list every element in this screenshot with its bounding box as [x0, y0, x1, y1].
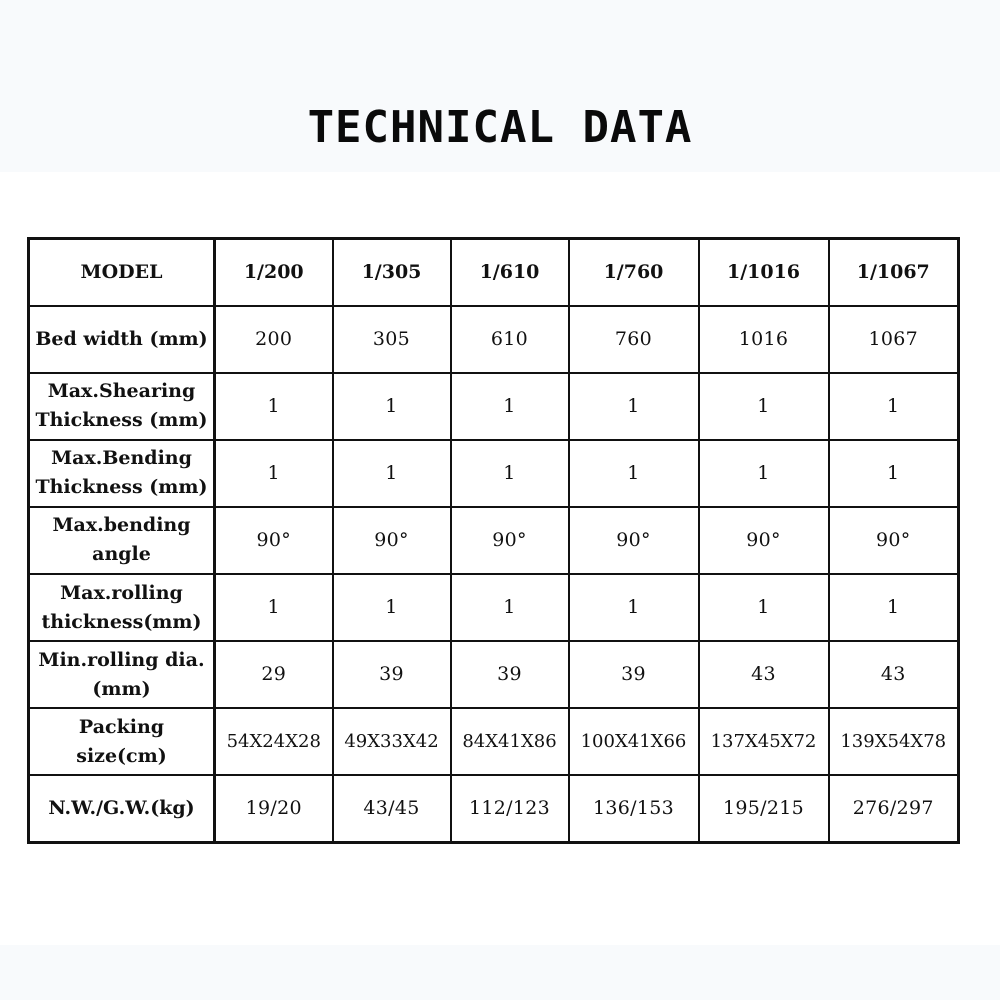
table-cell: 1 — [829, 373, 959, 440]
table-cell: 1 — [829, 440, 959, 507]
table-cell: 200 — [215, 306, 333, 373]
footer-band — [0, 945, 1000, 1000]
table-cell: 90° — [215, 507, 333, 574]
row-label-bed-width: Bed width (mm) — [29, 306, 215, 373]
table-cell: 90° — [451, 507, 569, 574]
table-cell: 276/297 — [829, 775, 959, 842]
row-label-min-rolling-dia: Min.rolling dia.(mm) — [29, 641, 215, 708]
technical-data-table — [27, 237, 960, 844]
row-label-max-rolling-thickness: Max.rolling thickness(mm) — [29, 574, 215, 641]
table-cell: 137X45X72 — [699, 708, 829, 775]
table-cell: 1 — [451, 440, 569, 507]
table-cell: 136/153 — [569, 775, 699, 842]
table-row-max-rolling-thickness — [29, 574, 959, 641]
table-cell: 39 — [569, 641, 699, 708]
row-label-max-bending-angle: Max.bending angle — [29, 507, 215, 574]
table-cell: 1 — [569, 440, 699, 507]
table-cell: 1016 — [699, 306, 829, 373]
table-cell: 1 — [333, 574, 451, 641]
table-cell: 19/20 — [215, 775, 333, 842]
table-cell: 1 — [699, 373, 829, 440]
table-row-max-bending-angle — [29, 507, 959, 574]
model-header-1-610: 1/610 — [451, 239, 569, 306]
table-cell: 90° — [829, 507, 959, 574]
table-cell: 100X41X66 — [569, 708, 699, 775]
table-cell: 1 — [451, 574, 569, 641]
row-label-packing-size: Packing size(cm) — [29, 708, 215, 775]
table-cell: 43 — [699, 641, 829, 708]
table-cell: 1 — [215, 373, 333, 440]
model-header-1-760: 1/760 — [569, 239, 699, 306]
table-cell: 90° — [333, 507, 451, 574]
page-title: TECHNICAL DATA — [307, 102, 693, 153]
table-cell: 1 — [699, 440, 829, 507]
table-row-max-bending-thickness — [29, 440, 959, 507]
table-cell: 49X33X42 — [333, 708, 451, 775]
table-row-bed-width — [29, 306, 959, 373]
model-header-cell: MODEL — [29, 239, 215, 306]
table-cell: 1 — [333, 440, 451, 507]
table-cell: 112/123 — [451, 775, 569, 842]
table-header-row — [29, 239, 959, 306]
table-cell: 1 — [215, 440, 333, 507]
table-cell: 1 — [569, 373, 699, 440]
table-cell: 84X41X86 — [451, 708, 569, 775]
table-cell: 195/215 — [699, 775, 829, 842]
table-cell: 1 — [829, 574, 959, 641]
table-cell: 1 — [333, 373, 451, 440]
table-cell: 90° — [699, 507, 829, 574]
table-cell: 760 — [569, 306, 699, 373]
table-cell: 90° — [569, 507, 699, 574]
model-header-1-1067: 1/1067 — [829, 239, 959, 306]
table-cell: 39 — [333, 641, 451, 708]
row-label-net-gross-weight: N.W./G.W.(kg) — [29, 775, 215, 842]
table-row-net-gross-weight — [29, 775, 959, 842]
table-cell: 1067 — [829, 306, 959, 373]
table-row-min-rolling-dia — [29, 641, 959, 708]
row-label-max-shearing-thickness: Max.Shearing Thickness (mm) — [29, 373, 215, 440]
table-row-max-shearing-thickness — [29, 373, 959, 440]
table-cell: 29 — [215, 641, 333, 708]
model-header-1-1016: 1/1016 — [699, 239, 829, 306]
model-header-1-200: 1/200 — [215, 239, 333, 306]
table-cell: 1 — [569, 574, 699, 641]
table-cell: 43 — [829, 641, 959, 708]
table-cell: 43/45 — [333, 775, 451, 842]
table-cell: 139X54X78 — [829, 708, 959, 775]
table-cell: 610 — [451, 306, 569, 373]
row-label-max-bending-thickness: Max.Bending Thickness (mm) — [29, 440, 215, 507]
table-cell: 305 — [333, 306, 451, 373]
table-cell: 1 — [451, 373, 569, 440]
table-cell: 39 — [451, 641, 569, 708]
table-cell: 54X24X28 — [215, 708, 333, 775]
table-cell: 1 — [215, 574, 333, 641]
table-row-packing-size — [29, 708, 959, 775]
model-header-1-305: 1/305 — [333, 239, 451, 306]
table-cell: 1 — [699, 574, 829, 641]
